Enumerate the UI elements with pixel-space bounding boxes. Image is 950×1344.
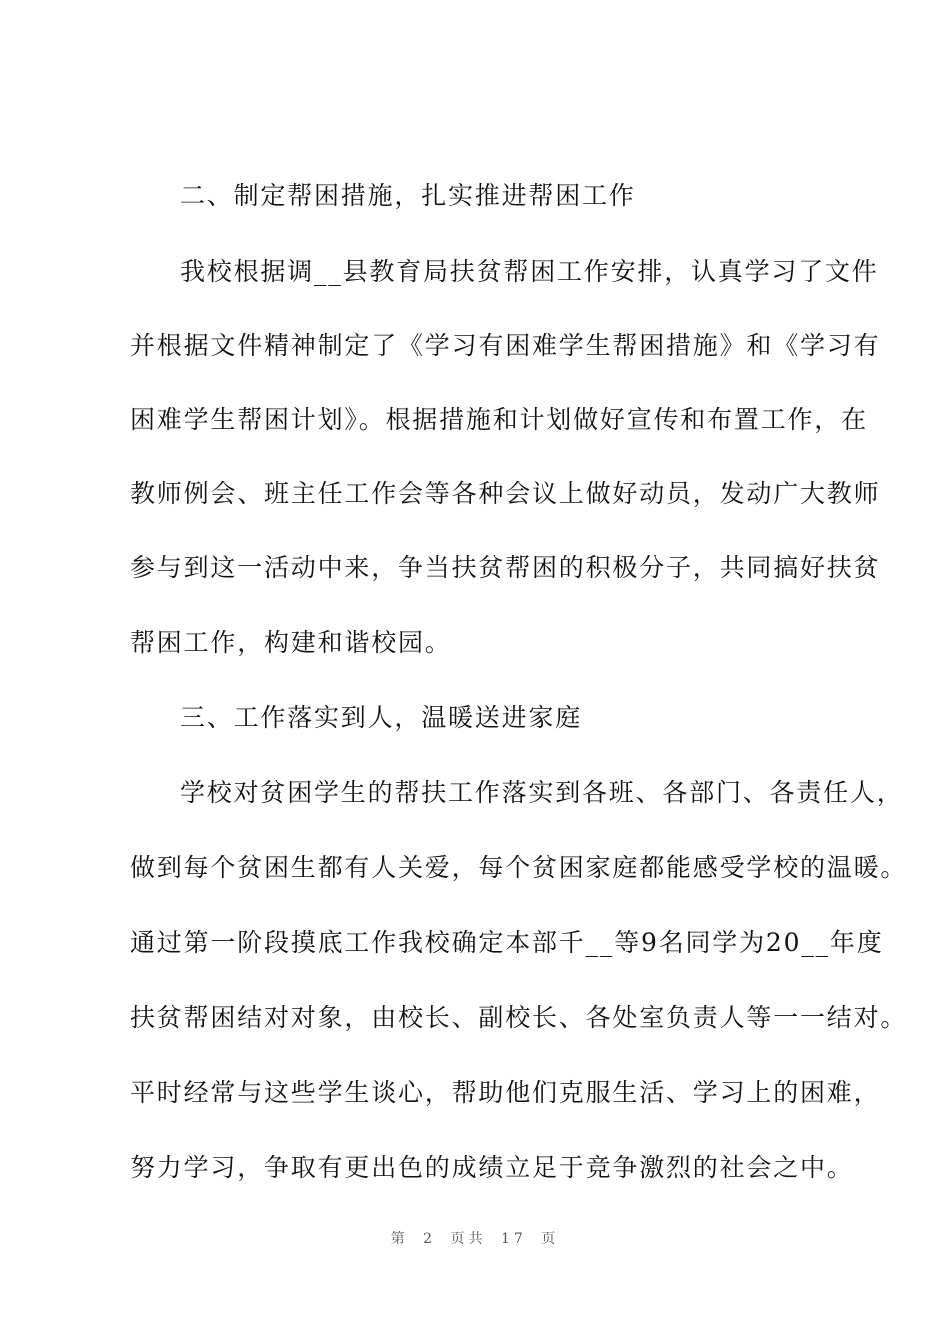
paragraph-line: 扶贫帮困结对对象，由校长、副校长、各处室负责人等一一结对。	[130, 1003, 908, 1032]
paragraph-line: 教师例会、班主任工作会等各种会议上做好动员，发动广大教师	[130, 479, 881, 508]
paragraph-line: 我校根据调__县教育局扶贫帮困工作安排，认真学习了文件	[180, 257, 879, 286]
paragraph-line: 帮困工作，构建和谐校园。	[130, 628, 452, 657]
paragraph-line: 平时经常与这些学生谈心，帮助他们克服生活、学习上的困难，	[130, 1078, 881, 1107]
paragraph-line: 做到每个贫困生都有人关爱，每个贫困家庭都能感受学校的温暖。	[130, 853, 908, 882]
paragraph-line: 参与到这一活动中来，争当扶贫帮困的积极分子，共同搞好扶贫	[130, 553, 881, 582]
paragraph-line: 努力学习，争取有更出色的成绩立足于竞争激烈的社会之中。	[130, 1153, 854, 1182]
paragraph-line: 学校对贫困学生的帮扶工作落实到各班、各部门、各责任人，	[180, 778, 904, 807]
section-heading: 三、工作落实到人，温暖送进家庭	[180, 703, 583, 732]
paragraph-line: 通过第一阶段摸底工作我校确定本部千__等9名同学为20__年度	[130, 928, 884, 957]
paragraph-line: 困难学生帮困计划》。根据措施和计划做好宣传和布置工作，在	[130, 405, 868, 434]
section-heading: 二、制定帮困措施，扎实推进帮困工作	[180, 181, 636, 210]
page-number-footer: 第 2 页共 17 页	[390, 1231, 560, 1247]
paragraph-line: 并根据文件精神制定了《学习有困难学生帮困措施》和《学习有	[130, 331, 881, 360]
